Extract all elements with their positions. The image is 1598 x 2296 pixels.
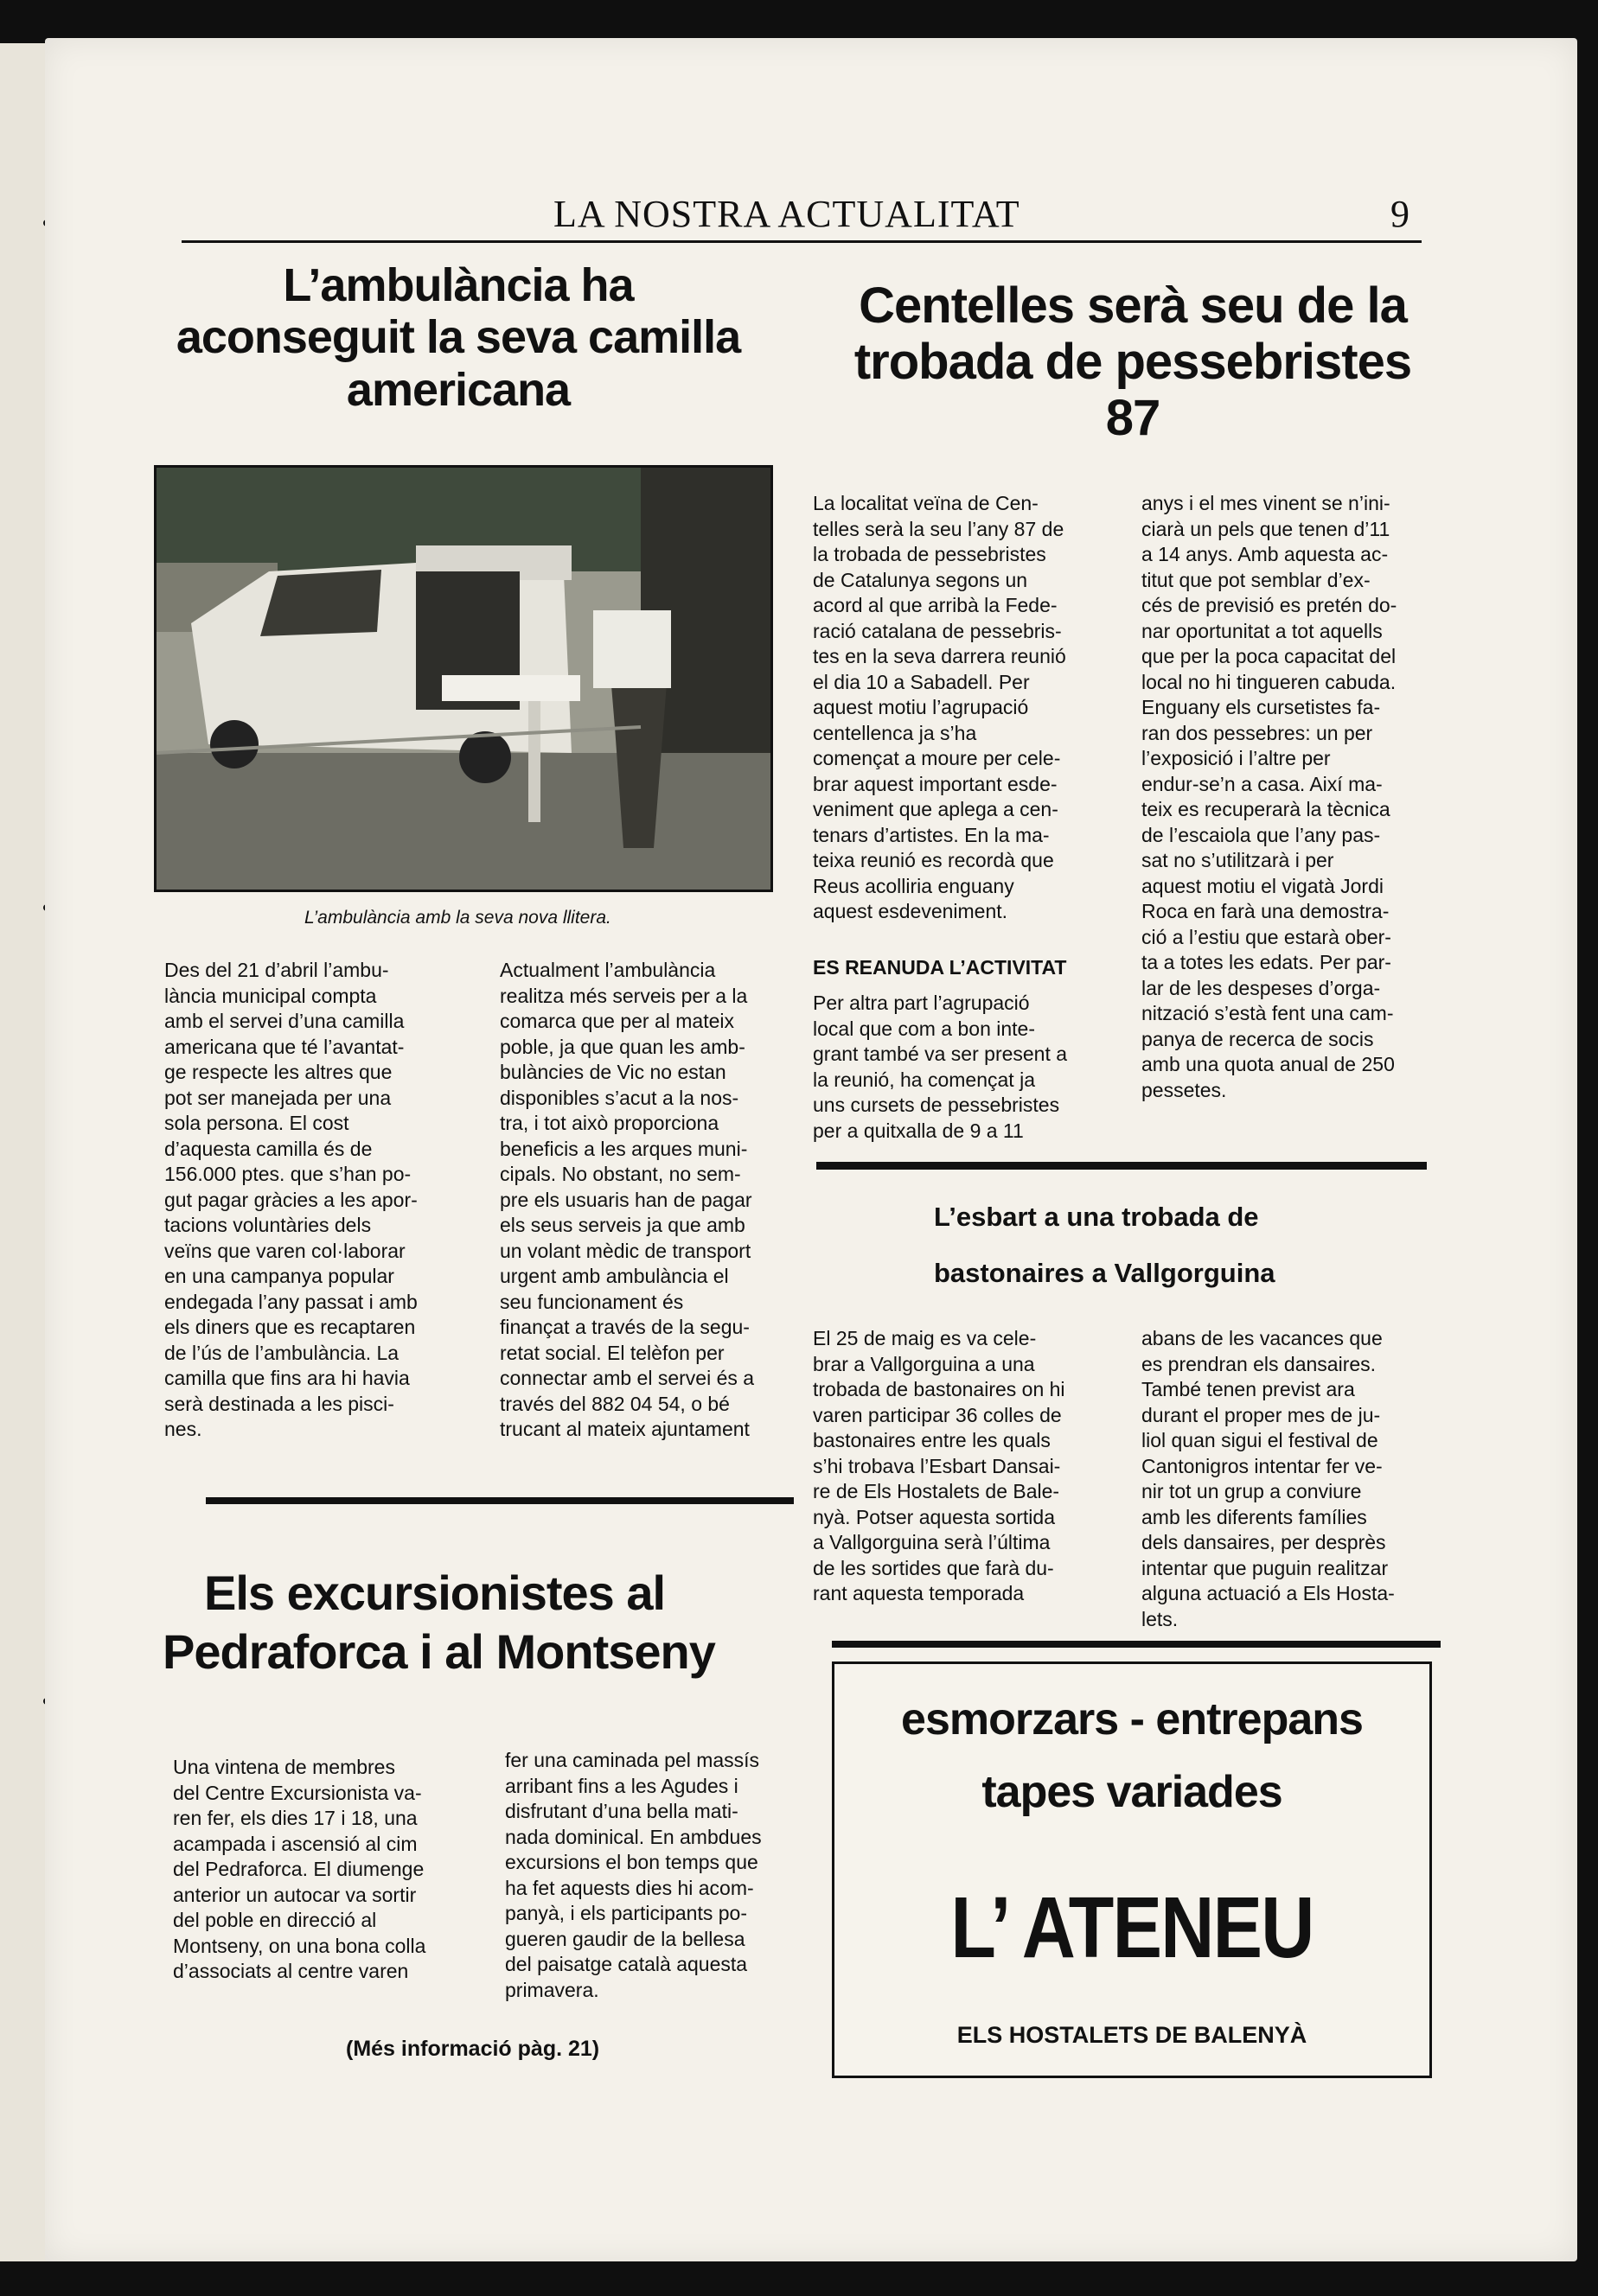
centelles-headline: Centelles serà seu de la trobada de pessebristes 87 xyxy=(853,277,1412,446)
esbart-headline-line1: L’esbart a una trobada de xyxy=(934,1202,1259,1232)
section-header: LA NOSTRA ACTUALITAT xyxy=(553,193,1020,235)
centelles-column-2: anys i el mes vinent se n’ini- ciarà un pels que tenen d’11 a 14 anys. Amb aquesta ac- titut que pot semblar d’ex- cés de previsió es pretén do- nar oportunitat a tot aquells que per la poca capacitat del local no hi tingueren cabuda. Enguany els cursetistes fa- ran dos pessebres: un per l’exposició i l’altre per endur-se’n a casa. Així ma- teix es recuperarà la tècnica de l’escaiola que l’any pas- sat no s’utilitzarà i per aquest motiu el vigatà Jordi Roca en farà una demostra- ció a l’estiu que estarà ober- ta a totes les edats. Per par- lar de les despeses d’orga- nització s’està fent una cam- panya de recerca de socis amb una quota anual de 250 pessetes. xyxy=(1141,492,1397,1101)
advert-name: L’ ATENEU xyxy=(950,1879,1314,1976)
divider-rule xyxy=(832,1641,1441,1648)
centelles-column-1b: Per altra part l’agrupació local que com a bon inte- grant també va ser present a la reunió, ha començat ja uns cursets de pessebristes per a quitxalla de 9 a 11 xyxy=(813,992,1068,1142)
excursionistes-headline-line1: Els excursionistes al xyxy=(204,1566,666,1620)
photo-caption: L’ambulància amb la seva nova llitera. xyxy=(304,908,611,928)
divider-rule xyxy=(816,1162,1427,1170)
advert-location: ELS HOSTALETS DE BALENYÀ xyxy=(956,2022,1307,2048)
centelles-column-1: La localitat veïna de Cen- telles serà la seu l’any 87 de la trobada de pessebristes de Catalunya segons un acord al que arribà la Fede- ració catalana de pessebris- tes en la seva darrera reunió el dia 10 a Sabadell. Per aquest motiu l’agrupació centellenca ja s’ha començat a moure per cele- brar aquest important esde- veniment que aplega a cen- tenars d’artistes. En la ma- teixa reunió es recordà que Reus acolliria enguany aquest esdeveniment. xyxy=(813,492,1066,922)
excursionistes-column-1: Una vintena de membres del Centre Excursionista va- ren fer, els dies 17 i 18, una acampada i ascensió al cim del Pedraforca. El diumenge anterior un autocar va sortir del poble en direcció al Montseny, on una bona colla d’associats al centre varen xyxy=(173,1756,426,1982)
advert-line-1: esmorzars - entrepans xyxy=(901,1694,1363,1744)
more-info-link[interactable]: (Més informació pàg. 21) xyxy=(346,2037,600,2061)
advert-line-2: tapes variades xyxy=(981,1767,1282,1817)
ateneu-advert xyxy=(832,1661,1432,2078)
ambulance-headline: L’ambulància ha aconseguit la seva camilla americana xyxy=(176,259,741,416)
page-number: 9 xyxy=(1390,193,1409,235)
esbart-column-2: abans de les vacances que es prendran els dansaires. També tenen previst ara durant el proper mes de ju- liol quan sigui el festival de Cantonigros intentar fer ve- nir tot un grup a conviure amb les diferents famílies dels dansaires, per desprès intentar que puguin realitzar alguna actuació a Els Hosta- lets. xyxy=(1141,1327,1395,1630)
ambulance-photo-image xyxy=(157,468,770,890)
centelles-subheading: ES REANUDA L’ACTIVITAT xyxy=(813,956,1067,979)
ambulance-column-2: Actualment l’ambulància realitza més serveis per a la comarca que per al mateix poble, ja que quan les amb- bulàncies de Vic no estan disponibles s’acut a la nos- tra, i tot això proporciona beneficis a les arques muni- cipals. No obstant, no sem- pre els usuaris han de pagar els seus serveis ja que amb un volant mèdic de transport urgent amb ambulància el seu funcionament és finançat a través de la segu- retat social. El telèfon per connectar amb el servei és a través del 882 04 54, o bé trucant al mateix ajuntament xyxy=(500,959,755,1440)
esbart-headline-line2: bastonaires a Vallgorguina xyxy=(934,1258,1275,1288)
ambulance-photo xyxy=(154,465,773,892)
header-rule xyxy=(182,240,1422,243)
ambulance-column-1: Des del 21 d’abril l’ambu- lància municipal compta amb el servei d’una camilla americana que té l’avantat- ge respecte les altres que pot ser manejada per una sola persona. El cost d’aquesta camilla és de 156.000 ptes. que s’han po- gut pagar gràcies a les apor- tacions voluntàries dels veïns que varen col·laborar en una campanya popular endegada l’any passat i amb els diners que es recaptaren de l’ús de l’ambulància. La camilla que fins ara hi havia serà destinada a les pisci- nes. xyxy=(164,959,418,1440)
esbart-column-1: El 25 de maig es va cele- brar a Vallgorguina a una trobada de bastonaires on hi varen participar 36 colles de bastonaires entre les quals s’hi trobava l’Esbart Dansai- re de Els Hostalets de Bale- nyà. Potser aquesta sortida a Vallgorguina serà l’última de les sortides que farà du- rant aquesta temporada xyxy=(813,1327,1065,1604)
excursionistes-headline-line2: Pedraforca i al Montseny xyxy=(163,1624,715,1679)
divider-rule xyxy=(206,1497,794,1504)
page-spine xyxy=(0,43,48,2261)
excursionistes-column-2: fer una caminada pel massís arribant fins a les Agudes i disfrutant d’una bella mati- nada dominical. En ambdues excursions el bon temps que ha fet aquests dies hi acom- panyà, i els participants po- gueren gaudir de la bellesa del paisatge català aquesta primavera. xyxy=(505,1749,762,2001)
